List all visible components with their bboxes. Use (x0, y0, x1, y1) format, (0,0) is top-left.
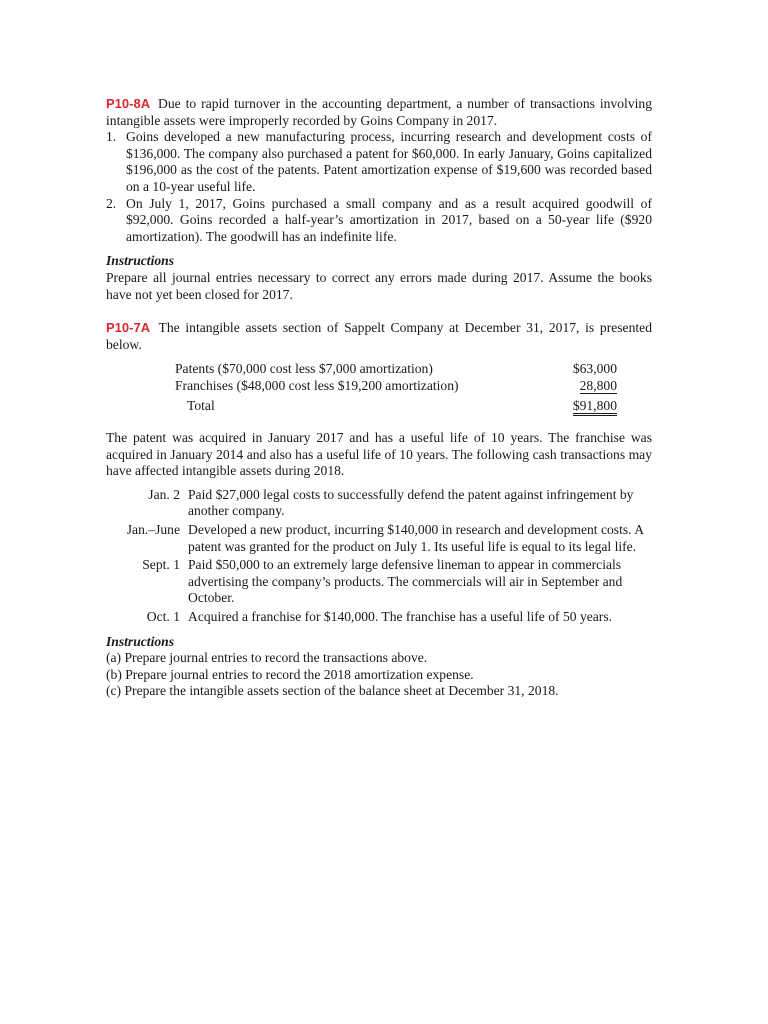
instructions-heading: Instructions (106, 253, 175, 269)
list-item: (c) Prepare the intangible assets section of the balance sheet at December 31, 2018. (106, 683, 559, 699)
problem-intro (106, 320, 652, 353)
problem-intro-text: Due to rapid turnover in the accounting department, a number of transactions involving intangible assets were improperly recorded by Goins Company in 2017. (106, 96, 652, 128)
item-number: 2. (106, 195, 117, 211)
transaction-date: Oct. 1 (146, 609, 180, 625)
problem-intro (106, 96, 652, 129)
problem-id: P10-7A (106, 320, 151, 336)
transaction-date: Jan.–June (126, 522, 180, 538)
problem-items (106, 129, 652, 245)
table-row-total (175, 395, 617, 415)
problem-intro-text: The intangible assets section of Sappelt Company at December 31, 2017, is presented below. (106, 320, 652, 352)
list-item (106, 129, 652, 195)
table-row (175, 378, 617, 395)
item-number: 1. (106, 129, 117, 145)
problem-paragraph: The patent was acquired in January 2017 and has a useful life of 10 years. The franchise was acquired in January 2014 and also has a useful life of 10 years. The following cash transactions may have affected intangible assets during 2018. (106, 430, 652, 479)
list-item: (a) Prepare journal entries to record the transactions above. (106, 650, 428, 666)
transaction-text: Acquired a franchise for $140,000. The franchise has a useful life of 50 years. (188, 609, 613, 625)
transactions-table (106, 487, 648, 628)
instructions-list (106, 650, 652, 700)
transaction-date: Sept. 1 (142, 557, 180, 573)
transaction-date: Jan. 2 (148, 486, 180, 502)
total-amount: $91,800 (573, 398, 617, 416)
problem-p10-8a (106, 96, 652, 303)
table-row (175, 361, 617, 378)
problem-id: P10-8A (106, 96, 151, 111)
instructions-text: Prepare all journal entries necessary to correct any errors made during 2017. Assume the books have not yet been closed for 2017. (106, 269, 652, 302)
table-row (106, 487, 648, 522)
intangible-assets-table (175, 361, 617, 414)
table-row (106, 557, 648, 609)
asset-label: Patents ($70,000 cost less $7,000 amortization) (175, 361, 433, 377)
item-text: On July 1, 2017, Goins purchased a small company and as a result acquired goodwill of $92,000. Goins recorded a half-year’s amortization in 2017, based on a 50-year life ($920 amortization). The goodwill has an indefinite life. (126, 195, 652, 244)
total-label: Total (187, 397, 215, 413)
table-row (106, 522, 648, 557)
transaction-text: Paid $27,000 legal costs to successfully defend the patent against infringement by another company. (188, 486, 634, 519)
list-item: (b) Prepare journal entries to record the 2018 amortization expense. (106, 666, 474, 682)
transaction-text: Paid $50,000 to an extremely large defensive lineman to appear in commercials advertising the company’s products. The commercials will air in September and October. (188, 557, 623, 606)
list-item (106, 196, 652, 246)
problem-p10-7a (106, 320, 652, 700)
transaction-text: Developed a new product, incurring $140,000 in research and development costs. A patent was granted for the product on July 1. Its useful life is equal to its legal life. (188, 522, 644, 554)
table-row (106, 609, 648, 628)
asset-amount: 28,800 (579, 377, 617, 393)
document-content (106, 96, 652, 700)
asset-label: Franchises ($48,000 cost less $19,200 amortization) (175, 377, 459, 393)
item-text: Goins developed a new manufacturing process, incurring research and development costs of $136,000. The company also purchased a patent for $60,000. In early January, Goins capitalized $196,000 as the cost of the patents. Patent amortization expense of $19,600 was recorded based on a 10-year useful life. (126, 129, 652, 194)
asset-amount: $63,000 (572, 361, 617, 377)
instructions-heading: Instructions (106, 633, 175, 649)
